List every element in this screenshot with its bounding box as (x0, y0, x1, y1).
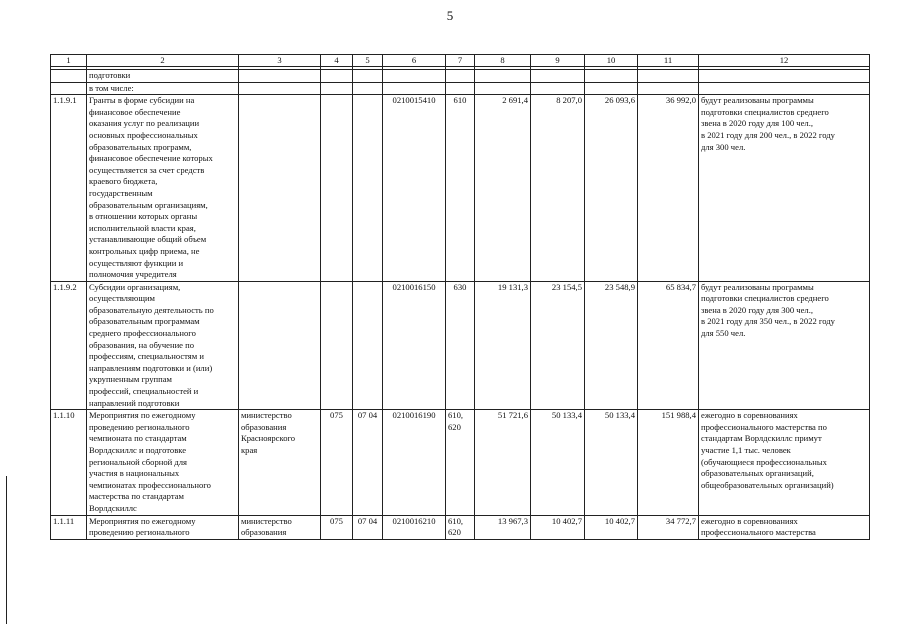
row-result: ежегодно в соревнованиях профессионального мастерства по стандартам Ворлдскиллс примут участие 1,1 тыс. человек (обучающиеся профессиональных образовательных организаций, общеобразовательных организаций) (699, 410, 870, 515)
row-result (699, 70, 870, 83)
row-executor (239, 281, 321, 410)
row-rzpr (353, 281, 383, 410)
row-amount-total (638, 82, 699, 95)
row-amount-total: 34 772,7 (638, 515, 699, 539)
row-amount-2020 (475, 70, 531, 83)
row-amount-2022: 10 402,7 (585, 515, 638, 539)
row-rzpr: 07 04 (353, 515, 383, 539)
row-result (699, 82, 870, 95)
table-row (51, 281, 870, 410)
row-amount-2021 (531, 70, 585, 83)
row-amount-2021: 50 133,4 (531, 410, 585, 515)
row-csr: 0210016190 (383, 410, 446, 515)
column-number: 2 (87, 55, 239, 67)
row-amount-total: 151 988,4 (638, 410, 699, 515)
row-amount-2022: 26 093,6 (585, 95, 638, 282)
row-code (51, 70, 87, 83)
row-amount-2021: 8 207,0 (531, 95, 585, 282)
row-rzpr (353, 82, 383, 95)
row-result: ежегодно в соревнованиях профессионального мастерства (699, 515, 870, 539)
row-csr: 0210015410 (383, 95, 446, 282)
column-number: 4 (321, 55, 353, 67)
row-vr: 610 (446, 95, 475, 282)
row-executor (239, 82, 321, 95)
row-vr (446, 82, 475, 95)
column-number: 3 (239, 55, 321, 67)
row-result: будут реализованы программы подготовки специалистов среднего звена в 2020 году для 300 чел., в 2021 году для 350 чел., в 2022 году для 550 чел. (699, 281, 870, 410)
column-number: 8 (475, 55, 531, 67)
column-number: 5 (353, 55, 383, 67)
row-amount-2021: 10 402,7 (531, 515, 585, 539)
row-amount-2022: 50 133,4 (585, 410, 638, 515)
row-code: 1.1.9.2 (51, 281, 87, 410)
row-csr: 0210016150 (383, 281, 446, 410)
row-amount-total: 65 834,7 (638, 281, 699, 410)
column-number: 7 (446, 55, 475, 67)
row-rzpr (353, 70, 383, 83)
row-rzpr (353, 95, 383, 282)
row-grbs (321, 281, 353, 410)
row-grbs (321, 95, 353, 282)
row-grbs: 075 (321, 410, 353, 515)
row-description: Гранты в форме субсидии на финансовое обеспечение оказания услуг по реализации основных профессиональных образовательных программ, финансовое обеспечение которых осуществляется за счет средств краевого бюджета, государственным образовательным организациям, в отношении которых органы исполнительной власти края, устанавливающие общий объем контрольных цифр приема, не осуществляют функции и полномочия учредителя (87, 95, 239, 282)
table-row (51, 70, 870, 83)
row-rzpr: 07 04 (353, 410, 383, 515)
table-row (51, 82, 870, 95)
row-executor (239, 70, 321, 83)
row-amount-2022 (585, 70, 638, 83)
row-description: Субсидии организациям, осуществляющим образовательную деятельность по образовательным программам среднего профессионального образования, на обучение по профессиям, специальностям и направлениям подготовки и (или) укрупненным группам профессий, специальностей и направлений подготовки (87, 281, 239, 410)
row-amount-2020 (475, 82, 531, 95)
row-amount-2022 (585, 82, 638, 95)
row-code: 1.1.10 (51, 410, 87, 515)
row-code: 1.1.11 (51, 515, 87, 539)
row-vr: 610, 620 (446, 515, 475, 539)
row-executor (239, 95, 321, 282)
column-number: 12 (699, 55, 870, 67)
row-amount-total: 36 992,0 (638, 95, 699, 282)
row-vr: 610, 620 (446, 410, 475, 515)
column-number: 11 (638, 55, 699, 67)
row-grbs (321, 82, 353, 95)
row-csr (383, 82, 446, 95)
row-vr: 630 (446, 281, 475, 410)
table-row (51, 515, 870, 539)
column-number: 1 (51, 55, 87, 67)
row-amount-2020: 13 967,3 (475, 515, 531, 539)
row-description: Мероприятия по ежегодному проведению регионального чемпионата по стандартам Ворлдскиллс и подготовке региональной сборной для участия в национальных чемпионатах профессионального мастерства по стандартам Ворлдскиллс (87, 410, 239, 515)
row-amount-2021 (531, 82, 585, 95)
column-number-row (51, 55, 870, 67)
table-row (51, 410, 870, 515)
row-amount-2020: 51 721,6 (475, 410, 531, 515)
row-amount-2022: 23 548,9 (585, 281, 638, 410)
column-number: 10 (585, 55, 638, 67)
row-amount-2021: 23 154,5 (531, 281, 585, 410)
row-vr (446, 70, 475, 83)
row-csr: 0210016210 (383, 515, 446, 539)
row-result: будут реализованы программы подготовки специалистов среднего звена в 2020 году для 100 чел., в 2021 году для 200 чел., в 2022 году для 300 чел. (699, 95, 870, 282)
row-description: в том числе: (87, 82, 239, 95)
budget-table (50, 54, 870, 540)
column-number: 9 (531, 55, 585, 67)
column-number: 6 (383, 55, 446, 67)
row-executor: министерство образования Красноярского края (239, 410, 321, 515)
row-grbs: 075 (321, 515, 353, 539)
row-amount-2020: 19 131,3 (475, 281, 531, 410)
row-amount-2020: 2 691,4 (475, 95, 531, 282)
row-csr (383, 70, 446, 83)
row-code (51, 82, 87, 95)
row-amount-total (638, 70, 699, 83)
row-description: Мероприятия по ежегодному проведению регионального (87, 515, 239, 539)
row-description: подготовки (87, 70, 239, 83)
margin-line (6, 476, 7, 624)
row-executor: министерство образования (239, 515, 321, 539)
page-number: 5 (446, 8, 454, 23)
table-row (51, 95, 870, 282)
row-grbs (321, 70, 353, 83)
row-code: 1.1.9.1 (51, 95, 87, 282)
